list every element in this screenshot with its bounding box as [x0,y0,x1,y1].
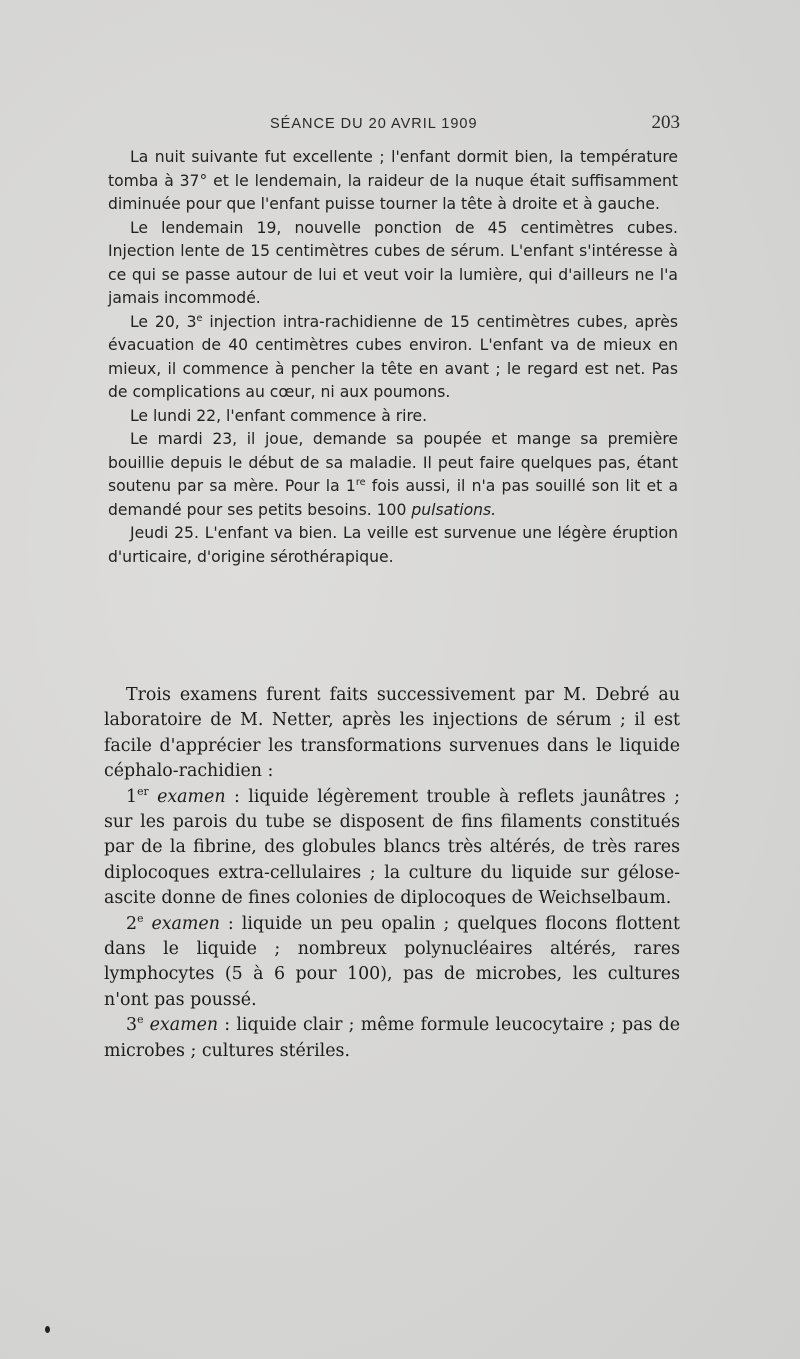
case-note-paragraph: Jeudi 25. L'enfant va bien. La veille est survenue une légère éruption d'urticaire, d'origine sérothérapique. [108,524,678,566]
exam-paragraph: 2e examen : liquide un peu opalin ; quelques flocons flottent dans le liquide ; nombreux polynucléaires altérés, rares lymphocytes (5 à 6 pour 100), pas de microbes, les cultures n'ont pas poussé. [104,911,680,1010]
laboratory-exams-section [104,683,680,1064]
exams-intro-paragraph: Trois examens furent faits successivement par M. Debré au laboratoire de M. Netter, après les injections de sérum ; il est facile d'apprécier les transformations survenues dans le liquide céphalo-rachidien : [104,685,680,782]
case-note-paragraph: Le lendemain 19, nouvelle ponction de 45 centimètres cubes. Injection lente de 15 centimètres cubes de sérum. L'enfant s'intéresse à ce qui se passe autour de lui et veut voir la lumière, qui d'ailleurs ne l'a jamais incommodé. [108,218,678,307]
ink-speck [45,1326,50,1333]
running-title: SÉANCE DU 20 AVRIL 1909 [270,116,478,132]
page-number: 203 [651,112,680,133]
case-note-paragraph: Le lundi 22, l'enfant commence à rire. [130,406,428,425]
running-header [270,112,680,133]
case-note-paragraph: Le mardi 23, il joue, demande sa poupée et mange sa première bouillie depuis le début de sa maladie. Il peut faire quelques pas, étant soutenu par sa mère. Pour la 1re fois aussi, il n'a pas souillé son lit et a demandé pour ses petits besoins. 100 pulsations. [108,430,679,519]
case-note-paragraph: Le 20, 3e injection intra-rachidienne de 15 centimètres cubes, après évacuation de 40 centimètres cubes environ. L'enfant va de mieux en mieux, il commence à pencher la tête en avant ; le regard est net. Pas de complications au cœur, ni aux poumons. [108,312,678,401]
exam-paragraph: 3e examen : liquide clair ; même formule leucocytaire ; pas de microbes ; cultures stériles. [104,1013,681,1061]
case-notes-section [108,146,678,569]
exam-paragraph: 1er examen : liquide légèrement trouble à reflets jaunâtres ; sur les parois du tube se disposent de fins filaments constitués par de la fibrine, des globules blancs très altérés, de très rares diplocoques extra-cellulaires ; la culture du liquide sur gélose-ascite donne de fines colonies de diplocoques de Weichselbaum. [104,784,680,909]
case-note-paragraph: La nuit suivante fut excellente ; l'enfant dormit bien, la température tomba à 37° et le lendemain, la raideur de la nuque était suffisamment diminuée pour que l'enfant puisse tourner la tête à droite et à gauche. [108,148,678,213]
